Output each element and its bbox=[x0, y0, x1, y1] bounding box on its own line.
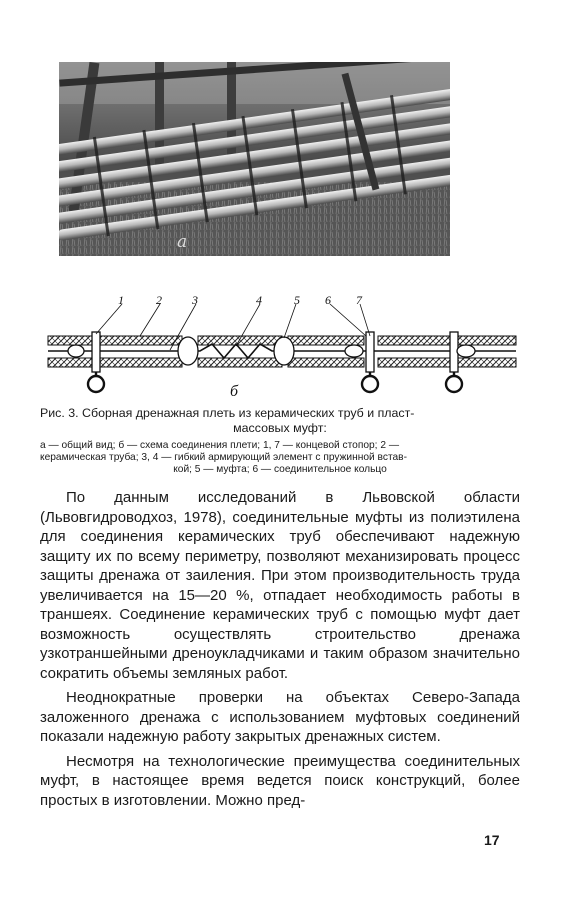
callout-6: 6 bbox=[325, 296, 331, 307]
pipe-bundle-photo bbox=[59, 62, 450, 256]
page-number: 17 bbox=[484, 832, 500, 848]
caption-legend-line-3: кой; 5 — муфта; 6 — соединительное кольцо bbox=[173, 464, 387, 475]
diagram-label: б bbox=[230, 383, 239, 400]
callout-1: 1 bbox=[118, 296, 124, 307]
figure-caption-legend bbox=[40, 440, 520, 476]
connecting-ring-6 bbox=[366, 332, 374, 372]
body-text bbox=[40, 488, 520, 815]
photo-label: а bbox=[177, 232, 188, 252]
callout-5: 5 bbox=[294, 296, 300, 307]
callout-7: 7 bbox=[356, 296, 362, 307]
caption-title-line-2: массовых муфт: bbox=[233, 421, 327, 435]
stopper-knob bbox=[457, 345, 475, 357]
figure-caption-title bbox=[40, 406, 520, 436]
coupling-5 bbox=[274, 337, 294, 365]
callout-3: 3 bbox=[192, 296, 198, 307]
coupling bbox=[178, 337, 198, 365]
caption-title-line-1: Рис. 3. Сборная дренажная плеть из керамических труб и пласт- bbox=[40, 406, 415, 420]
pipe-joint-scheme bbox=[40, 296, 520, 406]
stopper-knob bbox=[68, 345, 84, 357]
paragraph-2: Неоднократные проверки на объектах Северо-Запада заложенного дренажа с использованием муфтовых соединений показали надежную работу закрытых дренажных систем. bbox=[40, 689, 520, 745]
connecting-rings bbox=[88, 372, 462, 392]
paragraph-3: Несмотря на технологические преимущества соединительных муфт, в настоящее время ведется поиск конструкций, более простых в изготовлении. Можно пред- bbox=[40, 752, 520, 809]
caption-legend-line-2: керамическая труба; 3, 4 — гибкий армирующий элемент с пружинной встав- bbox=[40, 452, 407, 463]
paragraph-1: По данным исследований в Львовской области (Львовгидроводхоз, 1978), соединительные муфты из полиэтилена для соединения керамических труб обеспечивают надежную защиту их по всему периметру, позволяют механизировать процесс защиты дренажа от заиления. При этом производительность труда увеличивается на 15—20 %, отпадает необходимость работы в траншеях. Соединение керамических труб с помощью муфт дает возможность осуществлять строительство дренажа узкотраншейными дреноукладчиками и таким образом значительно сократить объемы земляных работ. bbox=[40, 489, 520, 682]
callout-2: 2 bbox=[156, 296, 162, 307]
caption-legend-line-1: а — общий вид; б — схема соединения плети; 1, 7 — концевой стопор; 2 — bbox=[40, 440, 400, 451]
figure-photo bbox=[59, 62, 450, 256]
callout-4: 4 bbox=[256, 296, 262, 307]
stopper-knob bbox=[345, 345, 363, 357]
figure-diagram bbox=[40, 296, 520, 406]
end-stopper-1 bbox=[92, 332, 100, 372]
